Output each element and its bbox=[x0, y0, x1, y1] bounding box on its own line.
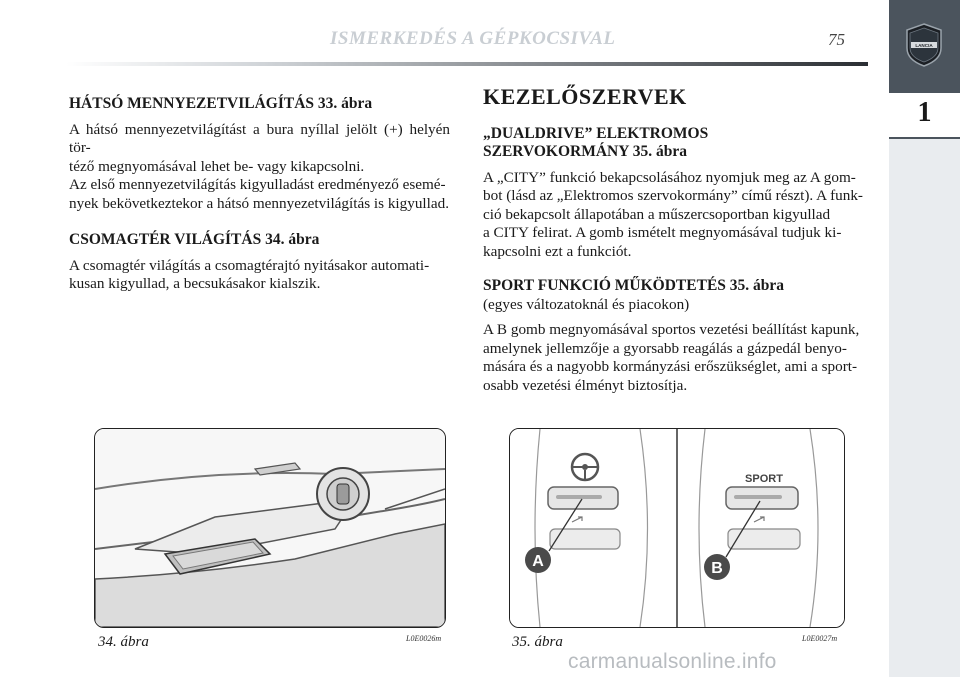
lancia-logo-icon bbox=[903, 22, 945, 68]
header-rule bbox=[66, 62, 868, 66]
text-line: nyek bekövetkeztekor a hátsó mennyezetvilágítás is kigyullad. bbox=[69, 194, 449, 212]
figure-34-boot-light bbox=[94, 428, 446, 628]
chapter-number: 1 bbox=[917, 97, 932, 128]
label-a: A bbox=[532, 553, 544, 570]
sidebar-logo-area bbox=[889, 0, 960, 93]
header-title: ISMERKEDÉS A GÉPKOCSIVAL bbox=[330, 28, 616, 49]
text-line: A „CITY” funkció bekapcsolásához nyomjuk meg az A gom- bbox=[483, 168, 856, 186]
page-number: 75 bbox=[828, 30, 845, 49]
section-title-dualdrive-1: „DUALDRIVE” ELEKTROMOS bbox=[483, 124, 709, 142]
text-line: A csomagtér világítás a csomagtérajtó nyitásakor automati- bbox=[69, 256, 430, 274]
figure-34-code: L0E0026m bbox=[406, 634, 442, 643]
boot-light-illustration bbox=[95, 429, 445, 627]
text-line: osabb vezetési élményt biztosítja. bbox=[483, 376, 688, 394]
section-title-rear-light: HÁTSÓ MENNYEZETVILÁGÍTÁS 33. ábra bbox=[69, 95, 373, 112]
text-line: amelynek jellemzője a gyorsabb reagálás a gázpedál benyo- bbox=[483, 339, 847, 357]
figure-35-caption: 35. ábra bbox=[512, 634, 563, 650]
sport-label: SPORT bbox=[745, 473, 783, 485]
figure-34-caption: 34. ábra bbox=[98, 634, 149, 650]
logo-text: LANCIA bbox=[915, 43, 933, 48]
text-line: téző megnyomásával lehet be- vagy kikapcsolni. bbox=[69, 157, 365, 175]
text-line: ció bekapcsolt állapotában a műszercsoportban kigyullad bbox=[483, 205, 831, 223]
figure-35-buttons bbox=[509, 428, 845, 628]
figure-35-code: L0E0027m bbox=[802, 634, 838, 643]
text-line: mására és a nagyobb kormányzási erőszükséglet, ami a sport- bbox=[483, 358, 858, 375]
section-title-sport: SPORT FUNKCIÓ MŰKÖDTETÉS 35. ábra bbox=[483, 277, 785, 294]
right-column bbox=[483, 84, 867, 395]
section-subtitle-sport: (egyes változatoknál és piacokon) bbox=[483, 295, 690, 313]
section-title-boot-light: CSOMAGTÉR VILÁGÍTÁS 34. ábra bbox=[69, 231, 320, 248]
section-title-dualdrive-2: SZERVOKORMÁNY 35. ábra bbox=[483, 143, 687, 160]
text-line: kapcsolni ezt a funkciót. bbox=[483, 242, 632, 260]
chapter-sidebar bbox=[889, 0, 960, 677]
watermark: carmanualsonline.info bbox=[568, 650, 777, 673]
text-line: A hátsó mennyezetvilágítást a bura nyíllal jelölt (+) helyén tör- bbox=[69, 120, 450, 156]
text-line: Az első mennyezetvilágítás kigyulladást eredményező esemé- bbox=[69, 176, 446, 193]
main-heading: KEZELŐSZERVEK bbox=[483, 84, 687, 109]
label-b: B bbox=[711, 560, 723, 577]
text-line: bot (lásd az „Elektromos szervokormány” című részt). A funk- bbox=[483, 187, 863, 204]
text-line: a CITY felirat. A gomb ismételt megnyomásával tudjuk ki- bbox=[483, 224, 842, 241]
buttons-illustration bbox=[510, 429, 844, 627]
text-line: kusan kigyullad, a becsukásakor kialszik. bbox=[69, 275, 321, 292]
left-column bbox=[69, 95, 450, 294]
text-line: A B gomb megnyomásával sportos vezetési beállítást kapunk, bbox=[483, 321, 860, 338]
